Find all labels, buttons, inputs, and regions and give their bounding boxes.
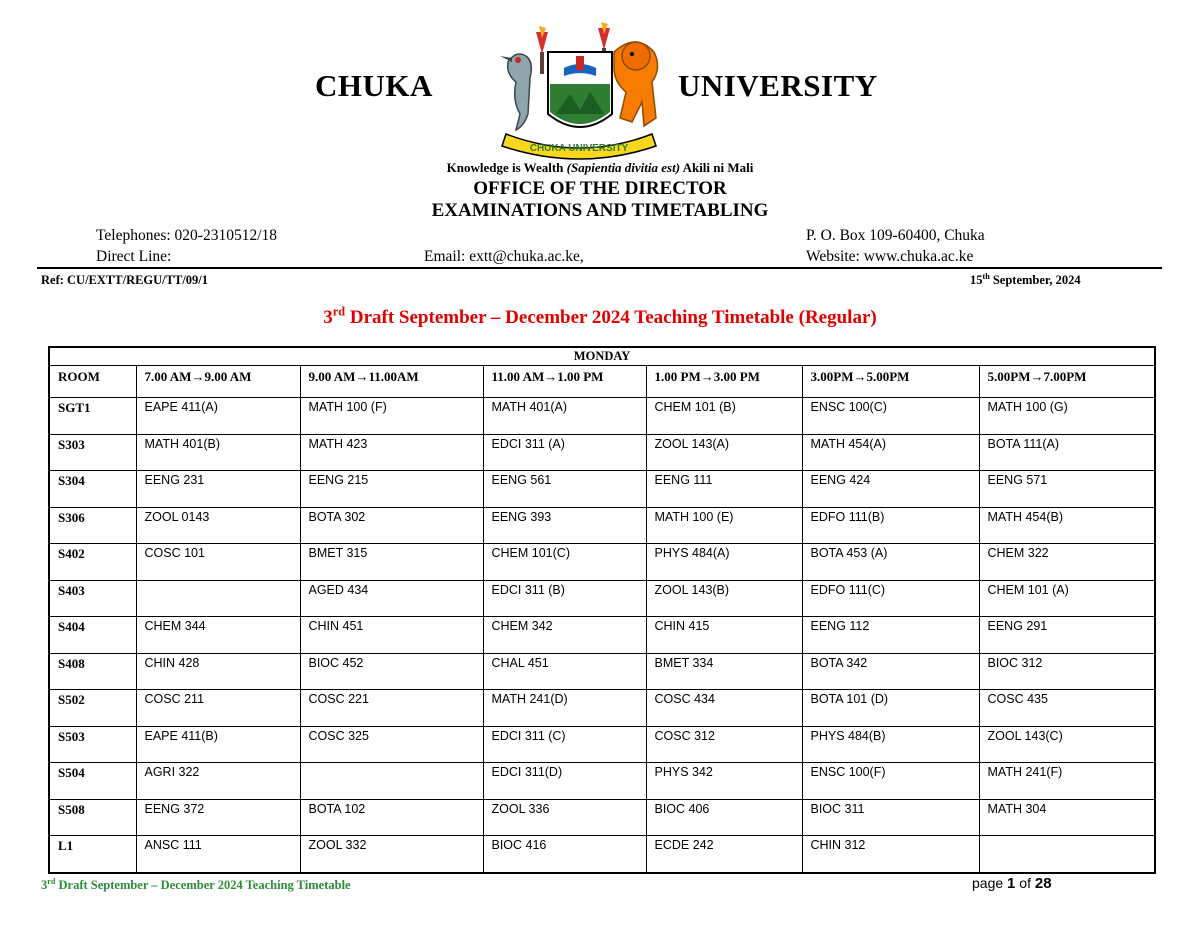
room-cell: S404 [49, 617, 136, 654]
header-divider [37, 267, 1162, 269]
course-cell: MATH 454(A) [802, 434, 979, 471]
course-cell: BOTA 111(A) [979, 434, 1155, 471]
course-cell: ZOOL 0143 [136, 507, 300, 544]
title-ordinal: 3 [323, 307, 333, 328]
course-cell: COSC 325 [300, 726, 483, 763]
course-cell: BMET 315 [300, 544, 483, 581]
course-cell: EENG 393 [483, 507, 646, 544]
course-cell: EENG 372 [136, 799, 300, 836]
room-cell: S504 [49, 763, 136, 800]
course-cell: COSC 434 [646, 690, 802, 727]
course-cell: COSC 211 [136, 690, 300, 727]
direct-line: Direct Line: [96, 248, 172, 265]
room-cell: S304 [49, 471, 136, 508]
room-cell: SGT1 [49, 398, 136, 435]
course-cell: CHEM 101(C) [483, 544, 646, 581]
page-current: 1 [1007, 875, 1016, 892]
room-cell: S306 [49, 507, 136, 544]
footer-text: Draft September – December 2024 Teaching Timetable [55, 878, 351, 892]
date-day: 15 [970, 273, 983, 287]
course-cell: EDFO 111(B) [802, 507, 979, 544]
course-cell: EDCI 311 (B) [483, 580, 646, 617]
course-cell: BIOC 311 [802, 799, 979, 836]
course-cell: AGRI 322 [136, 763, 300, 800]
room-cell: S408 [49, 653, 136, 690]
room-cell: L1 [49, 836, 136, 873]
course-cell: MATH 241(F) [979, 763, 1155, 800]
course-cell: EENG 291 [979, 617, 1155, 654]
room-cell: S303 [49, 434, 136, 471]
motto-latin: (Sapientia divitia est) [566, 160, 681, 175]
course-cell: ZOOL 332 [300, 836, 483, 873]
course-cell: EAPE 411(B) [136, 726, 300, 763]
course-cell: ENSC 100(F) [802, 763, 979, 800]
course-cell: BMET 334 [646, 653, 802, 690]
course-cell: EDFO 111(C) [802, 580, 979, 617]
course-cell: CHEM 101 (A) [979, 580, 1155, 617]
course-cell: BIOC 416 [483, 836, 646, 873]
course-cell: EENG 112 [802, 617, 979, 654]
office-line-2: EXAMINATIONS AND TIMETABLING [431, 200, 769, 221]
course-cell: MATH 100 (F) [300, 398, 483, 435]
course-cell: CHIN 451 [300, 617, 483, 654]
course-cell: CHEM 342 [483, 617, 646, 654]
room-cell: S502 [49, 690, 136, 727]
course-cell: EENG 424 [802, 471, 979, 508]
course-cell: ZOOL 143(A) [646, 434, 802, 471]
column-header-slot: 11.00 AM→1.00 PM [483, 366, 646, 398]
footer-suffix: rd [47, 876, 56, 886]
course-cell: COSC 435 [979, 690, 1155, 727]
course-cell: EDCI 311 (C) [483, 726, 646, 763]
course-cell [979, 836, 1155, 873]
course-cell: CHIN 428 [136, 653, 300, 690]
column-header-slot: 3.00PM→5.00PM [802, 366, 979, 398]
room-cell: S503 [49, 726, 136, 763]
telephones: Telephones: 020-2310512/18 [96, 227, 278, 244]
day-header: MONDAY [49, 347, 1155, 366]
course-cell [136, 580, 300, 617]
column-header-slot: 7.00 AM→9.00 AM [136, 366, 300, 398]
footer-ordinal: 3 [41, 878, 48, 892]
course-cell: AGED 434 [300, 580, 483, 617]
course-cell: EENG 561 [483, 471, 646, 508]
table-row [49, 580, 1155, 617]
motto-part2: Akili ni Mali [680, 160, 754, 175]
course-cell: CHEM 322 [979, 544, 1155, 581]
course-cell: ZOOL 336 [483, 799, 646, 836]
course-cell: MATH 100 (E) [646, 507, 802, 544]
page-number [972, 875, 1052, 892]
course-cell: MATH 304 [979, 799, 1155, 836]
course-cell: EDCI 311 (A) [483, 434, 646, 471]
course-cell: CHIN 312 [802, 836, 979, 873]
course-cell: ANSC 111 [136, 836, 300, 873]
timetable-body [49, 398, 1155, 873]
university-crest-logo [486, 22, 672, 164]
title-suffix: rd [332, 304, 346, 319]
course-cell: BOTA 342 [802, 653, 979, 690]
course-cell: EAPE 411(A) [136, 398, 300, 435]
course-cell: PHYS 484(B) [802, 726, 979, 763]
course-cell: EENG 111 [646, 471, 802, 508]
course-cell: MATH 401(A) [483, 398, 646, 435]
table-row [49, 544, 1155, 581]
po-box: P. O. Box 109-60400, Chuka [806, 227, 985, 244]
course-cell: BOTA 453 (A) [802, 544, 979, 581]
university-name-right: UNIVERSITY [678, 68, 878, 103]
office-line-1: OFFICE OF THE DIRECTOR [473, 178, 727, 199]
course-cell: EENG 231 [136, 471, 300, 508]
timetable [48, 346, 1156, 874]
date-rest: September, 2024 [989, 273, 1081, 287]
column-header-slot: 9.00 AM→11.00AM [300, 366, 483, 398]
course-cell: COSC 221 [300, 690, 483, 727]
course-cell: CHAL 451 [483, 653, 646, 690]
motto-part1: Knowledge is Wealth [446, 160, 567, 175]
table-row [49, 507, 1155, 544]
course-cell: ECDE 242 [646, 836, 802, 873]
course-cell: BOTA 101 (D) [802, 690, 979, 727]
column-header-room: ROOM [49, 366, 136, 398]
university-name-left: CHUKA [315, 68, 433, 103]
course-cell: MATH 454(B) [979, 507, 1155, 544]
logo-ribbon-text: CHUKA UNIVERSITY [529, 143, 629, 154]
course-cell: PHYS 484(A) [646, 544, 802, 581]
footer-title [41, 878, 351, 893]
table-row [49, 799, 1155, 836]
website: Website: www.chuka.ac.ke [806, 248, 974, 265]
title-text: Draft September – December 2024 Teaching Timetable (Regular) [345, 307, 877, 328]
table-row [49, 653, 1155, 690]
course-cell: MATH 423 [300, 434, 483, 471]
email: Email: extt@chuka.ac.ke, [424, 248, 584, 265]
course-cell: ZOOL 143(C) [979, 726, 1155, 763]
reference-code: Ref: CU/EXTT/REGU/TT/09/1 [41, 273, 209, 287]
course-cell: EDCI 311(D) [483, 763, 646, 800]
of-word: of [1015, 875, 1035, 891]
course-cell: CHIN 415 [646, 617, 802, 654]
university-motto [0, 160, 1200, 176]
course-cell: CHEM 344 [136, 617, 300, 654]
course-cell: BIOC 452 [300, 653, 483, 690]
course-cell: ENSC 100(C) [802, 398, 979, 435]
course-cell: ZOOL 143(B) [646, 580, 802, 617]
reference-date [970, 273, 1081, 288]
table-row [49, 471, 1155, 508]
page-total: 28 [1034, 875, 1052, 892]
room-cell: S403 [49, 580, 136, 617]
table-row [49, 617, 1155, 654]
room-cell: S402 [49, 544, 136, 581]
course-cell: EENG 571 [979, 471, 1155, 508]
course-cell [300, 763, 483, 800]
column-header-row [49, 366, 1155, 398]
office-heading [0, 178, 1200, 222]
course-cell: CHEM 101 (B) [646, 398, 802, 435]
page-word: page [972, 875, 1008, 891]
room-cell: S508 [49, 799, 136, 836]
date-suffix: th [982, 271, 990, 281]
timetable-title [0, 304, 1200, 329]
column-header-slot: 1.00 PM→3.00 PM [646, 366, 802, 398]
course-cell: MATH 401(B) [136, 434, 300, 471]
table-row [49, 836, 1155, 873]
column-header-slot: 5.00PM→7.00PM [979, 366, 1155, 398]
course-cell: MATH 100 (G) [979, 398, 1155, 435]
table-row [49, 690, 1155, 727]
table-row [49, 726, 1155, 763]
course-cell: BIOC 406 [646, 799, 802, 836]
course-cell: MATH 241(D) [483, 690, 646, 727]
course-cell: BIOC 312 [979, 653, 1155, 690]
course-cell: EENG 215 [300, 471, 483, 508]
table-row [49, 763, 1155, 800]
course-cell: BOTA 302 [300, 507, 483, 544]
course-cell: BOTA 102 [300, 799, 483, 836]
course-cell: COSC 312 [646, 726, 802, 763]
table-row [49, 434, 1155, 471]
table-row [49, 398, 1155, 435]
course-cell: COSC 101 [136, 544, 300, 581]
course-cell: PHYS 342 [646, 763, 802, 800]
